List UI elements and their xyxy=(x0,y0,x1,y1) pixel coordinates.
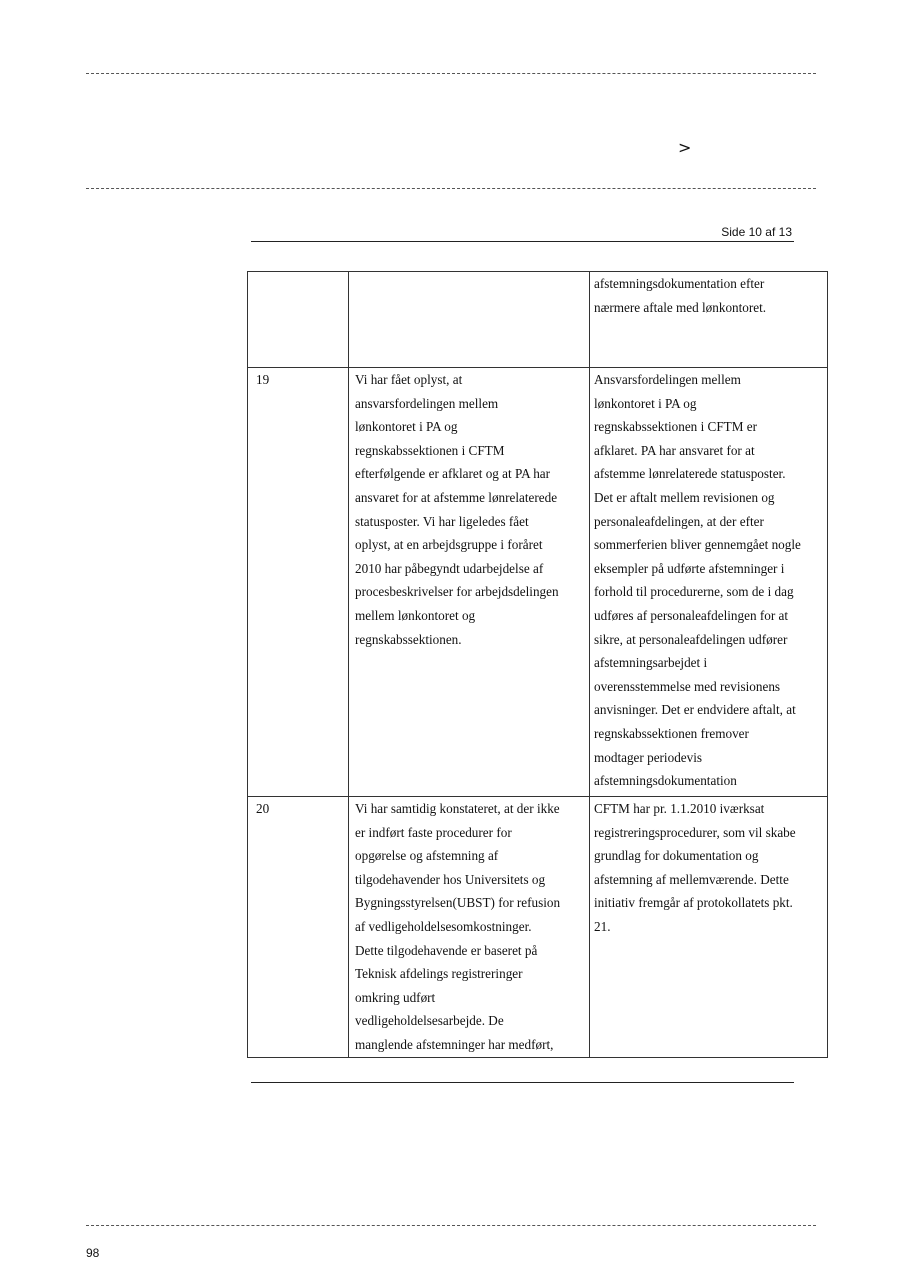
text-line: Vi har samtidig konstateret, at der ikke xyxy=(355,801,560,816)
text-line: afklaret. PA har ansvaret for at xyxy=(594,442,755,458)
table-row xyxy=(248,797,828,1058)
text-line: Bygningsstyrelsen(UBST) for refusion xyxy=(355,895,561,911)
findings-table xyxy=(247,271,828,1058)
text-line: af vedligeholdelsesomkostninger. xyxy=(355,918,532,934)
text-line: regnskabssektionen fremover xyxy=(594,725,749,741)
text-line: initiativ fremgår af protokollatets pkt. xyxy=(594,895,793,911)
page-number: 98 xyxy=(86,1246,100,1260)
text-line: Teknisk afdelings registreringer xyxy=(355,966,523,982)
finding-cell xyxy=(349,272,590,368)
bottom-dashed-rule xyxy=(86,1225,816,1226)
text-line: 2010 har påbegyndt udarbejdelse af xyxy=(355,560,544,576)
finding-cell xyxy=(349,797,590,1058)
text-line: mellem lønkontoret og xyxy=(355,607,476,623)
row-number: 19 xyxy=(248,368,349,797)
text-line: regnskabssektionen i CFTM xyxy=(355,442,505,458)
text-line: lønkontoret i PA og xyxy=(594,395,697,411)
text-line: anvisninger. Det er endvidere aftalt, at xyxy=(594,702,796,718)
text-line: udføres af personaleafdelingen for at xyxy=(594,607,789,623)
page-label: Side 10 af 13 xyxy=(721,225,792,239)
text-line: Vi har fået oplyst, at xyxy=(355,372,463,387)
text-line: afstemningsarbejdet i xyxy=(594,655,708,671)
text-line: personaleafdelingen, at der efter xyxy=(594,513,764,529)
table-row xyxy=(248,368,828,797)
response-cell xyxy=(590,368,828,797)
text-line: sommerferien bliver gennemgået nogle xyxy=(594,537,801,553)
footer-rule xyxy=(251,1082,794,1083)
text-line: grundlag for dokumentation og xyxy=(594,848,759,864)
table-row xyxy=(248,272,828,368)
text-line: oplyst, at en arbejdsgruppe i foråret xyxy=(355,537,543,553)
text-line: afstemningsdokumentation efter xyxy=(594,276,765,291)
text-line: procesbeskrivelser for arbejdsdelingen xyxy=(355,584,559,600)
text-line: er indført faste procedurer for xyxy=(355,824,512,840)
finding-cell xyxy=(349,368,590,797)
text-line: sikre, at personaleafdelingen udfører xyxy=(594,631,788,647)
text-line: ansvarsfordelingen mellem xyxy=(355,395,499,411)
text-line: vedligeholdelsesarbejde. De xyxy=(355,1013,504,1029)
text-line: CFTM har pr. 1.1.2010 iværksat xyxy=(594,801,765,816)
text-line: lønkontoret i PA og xyxy=(355,419,458,435)
text-line: Ansvarsfordelingen mellem xyxy=(594,372,741,387)
text-line: 21. xyxy=(594,918,611,934)
text-line: nærmere aftale med lønkontoret. xyxy=(594,299,767,315)
text-line: eksempler på udførte afstemninger i xyxy=(594,560,785,576)
text-line: afstemme lønrelaterede statusposter. xyxy=(594,466,786,482)
header-glyph: > xyxy=(678,138,692,157)
header-dashed-rule xyxy=(86,188,816,189)
text-line: afstemning af mellemværende. Dette xyxy=(594,871,789,887)
text-line: Det er aftalt mellem revisionen og xyxy=(594,489,775,505)
text-line: regnskabssektionen i CFTM er xyxy=(594,419,757,435)
text-line: regnskabssektionen. xyxy=(355,631,462,647)
response-cell xyxy=(590,272,828,368)
response-cell xyxy=(590,797,828,1058)
text-line: modtager periodevis xyxy=(594,749,703,765)
text-line: afstemningsdokumentation xyxy=(594,773,737,789)
text-line: Dette tilgodehavende er baseret på xyxy=(355,942,538,958)
text-line: forhold til procedurerne, som de i dag xyxy=(594,584,794,600)
top-dashed-rule xyxy=(86,73,816,74)
text-line: opgørelse og afstemning af xyxy=(355,848,499,864)
text-line: registreringsprocedurer, som vil skabe xyxy=(594,824,796,840)
text-line: tilgodehavender hos Universitets og xyxy=(355,871,546,887)
text-line: statusposter. Vi har ligeledes fået xyxy=(355,513,529,529)
row-number: 20 xyxy=(248,797,349,1058)
text-line: efterfølgende er afklaret og at PA har xyxy=(355,466,551,482)
header-rule xyxy=(251,241,794,242)
text-line: overensstemmelse med revisionens xyxy=(594,678,781,694)
text-line: ansvaret for at afstemme lønrelaterede xyxy=(355,489,558,505)
text-line: omkring udført xyxy=(355,989,436,1005)
row-number xyxy=(248,272,349,368)
text-line: manglende afstemninger har medført, xyxy=(355,1036,554,1052)
